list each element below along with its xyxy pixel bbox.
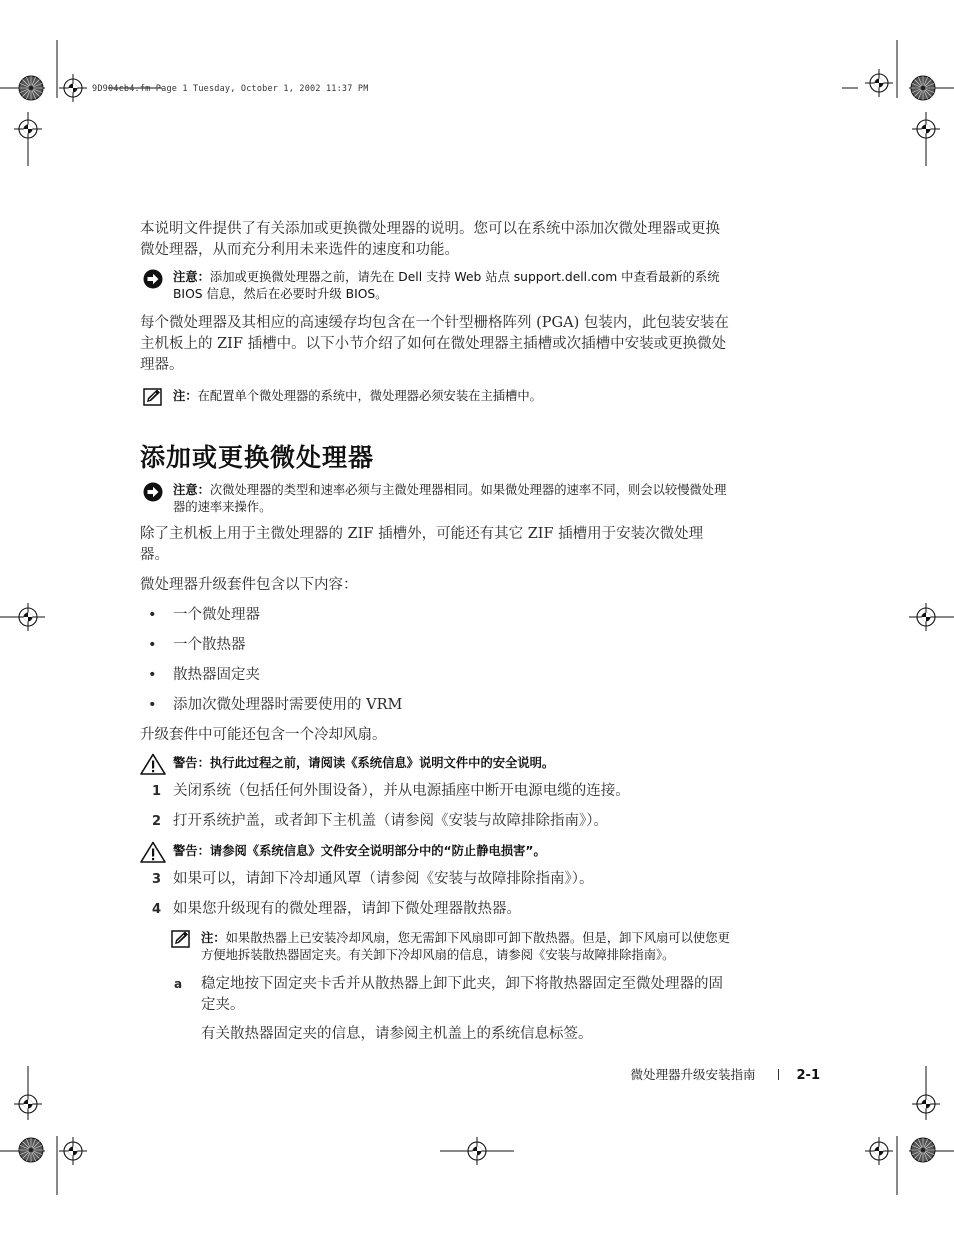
intro-paragraph: 本说明文件提供了有关添加或更换微处理器的说明。您可以在系统中添加次微处理器或更换微处理器，从而充分利用未来选件的速度和功能。 [140,221,720,258]
list-item: • 一个散热器 [140,635,732,656]
starburst-target-icon [911,76,935,100]
substep-letter: a [174,977,183,991]
starburst-target-icon [19,1138,43,1162]
warning-label: 警告： [173,756,210,770]
warning-label: 警告： [173,844,210,858]
page-footer [560,1065,820,1083]
notice-label: 注意： [173,483,210,497]
notice-2 [140,482,732,516]
step-number: 1 [152,784,162,799]
notice-text: 添加或更换微处理器之前，请先在 Dell 支持 Web 站点 support.dell.com 中查看最新的系统 BIOS 信息，然后在必要时升级 BIOS。 [173,270,720,301]
note-text: 如果散热器上已安装冷却风扇，您无需卸下风扇即可卸下散热器。但是，卸下风扇可以使您更方便地拆装散热器固定夹。有关卸下冷却风扇的信息，请参阅《安装与故障排除指南》。 [201,931,730,962]
footer-divider [778,1069,779,1080]
registration-mark-icon [865,1137,893,1165]
kit-extra: 升级套件中可能还包含一个冷却风扇。 [140,727,387,743]
warning-1 [140,755,732,772]
warning-text: 请参阅《系统信息》文件安全说明部分中的“防止静电损害”。 [209,844,546,858]
list-item: • 添加次微处理器时需要使用的 VRM [140,695,732,716]
bullet-icon: • [148,667,157,683]
note-1 [140,388,732,405]
notice-arrow-icon [143,482,163,502]
note-2 [168,930,732,964]
bullet-icon: • [148,607,157,623]
warning-text: 执行此过程之前，请阅读《系统信息》说明文件中的安全说明。 [209,756,555,770]
step-number: 2 [152,814,162,829]
document-body [140,219,732,1045]
notice-arrow-icon [143,269,163,289]
notice-label: 注意： [173,270,210,284]
notice-text: 次微处理器的类型和速率必须与主微处理器相同。如果微处理器的速率不同，则会以较慢微处理器的速率来操作。 [173,483,727,514]
registration-mark-icon [912,603,940,631]
registration-mark-icon [14,603,42,631]
section-heading: 添加或更换微处理器 [140,443,375,472]
step-item: 4 如果您升级现有的微处理器，请卸下微处理器散热器。 [140,899,732,920]
step-number: 4 [152,902,162,917]
note-text: 在配置单个微处理器的系统中，微处理器必须安装在主插槽中。 [197,389,542,403]
pga-paragraph: 每个微处理器及其相应的高速缓存均包含在一个针型栅格阵列 (PGA) 包装内，此包装安装在主机板上的 ZIF 插槽中。以下小节介绍了如何在微处理器主插槽或次插槽中安装或更换微处理器。 [140,315,729,373]
step-item: 3 如果可以，请卸下冷却通风罩（请参阅《安装与故障排除指南》）。 [140,869,732,890]
warning-triangle-icon [140,753,166,775]
page-number: 2-1 [796,1068,820,1083]
kit-intro: 微处理器升级套件包含以下内容： [140,577,358,593]
file-info-header: 9D904cb4.fm Page 1 Tuesday, October 1, 2002 11:37 PM [92,84,369,94]
footer-title: 微处理器升级安装指南 [630,1067,756,1082]
registration-mark-icon [59,1137,87,1165]
warning-triangle-icon [140,841,166,863]
bullet-icon: • [148,697,157,713]
registration-mark-icon [912,1090,940,1118]
warning-2 [140,843,732,860]
registration-mark-icon [463,1137,491,1165]
list-item: • 一个微处理器 [140,605,732,626]
note-label: 注： [173,389,198,403]
registration-mark-icon [14,1090,42,1118]
bullet-icon: • [148,637,157,653]
registration-mark-icon [59,74,87,102]
substep-item: a 稳定地按下固定夹卡舌并从散热器上卸下此夹，卸下将散热器固定至微处理器的固定夹。 [174,976,723,1013]
list-item: • 散热器固定夹 [140,665,732,686]
registration-mark-icon [865,69,893,97]
step-item: 2 打开系统护盖，或者卸下主机盖（请参阅《安装与故障排除指南》）。 [140,811,732,832]
note-pencil-icon [171,930,191,948]
substep-extra: 有关散热器固定夹的信息，请参阅主机盖上的系统信息标签。 [201,1026,593,1042]
notice-1 [140,269,732,303]
step-number: 3 [152,872,162,887]
zif-paragraph: 除了主机板上用于主微处理器的 ZIF 插槽外，可能还有其它 ZIF 插槽用于安装次微处理器。 [140,526,704,563]
note-pencil-icon [143,388,163,406]
starburst-target-icon [911,1138,935,1162]
registration-mark-icon [14,115,42,143]
starburst-target-icon [19,76,43,100]
note-label: 注： [201,931,226,945]
registration-mark-icon [912,115,940,143]
step-item: 1 关闭系统（包括任何外围设备），并从电源插座中断开电源电缆的连接。 [140,781,732,802]
